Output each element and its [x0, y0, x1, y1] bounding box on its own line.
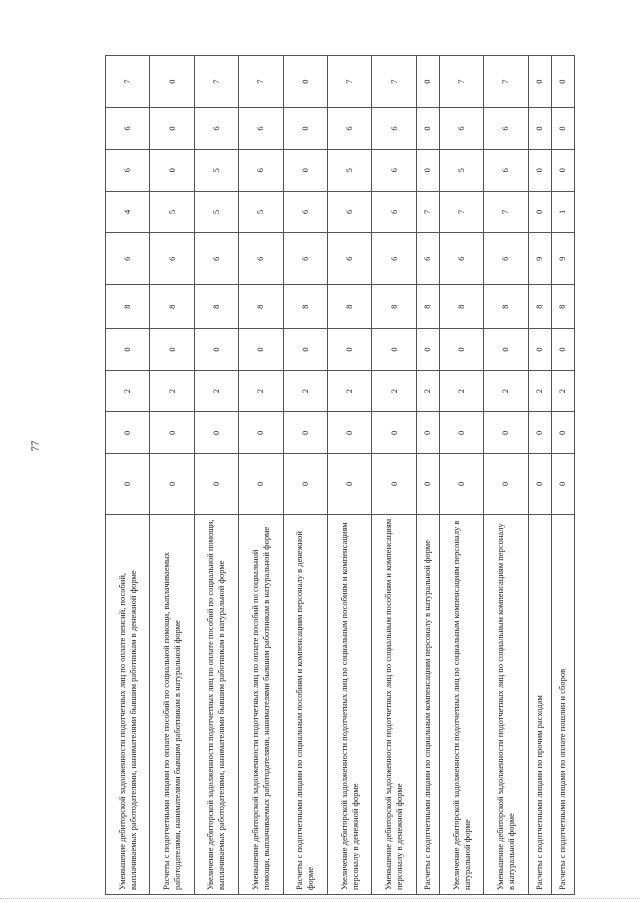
code-digit-8: 0 — [283, 149, 327, 191]
code-digit-1: 0 — [484, 454, 528, 514]
code-digit-4: 0 — [194, 329, 238, 371]
code-digit-8: 6 — [372, 149, 416, 191]
code-digit-6: 6 — [106, 233, 150, 285]
code-digit-6: 6 — [439, 233, 483, 285]
code-digit-8: 6 — [239, 149, 283, 191]
row-description: Уменьшение дебиторской задолженности подотчетных лиц по социальным пособиям и компенсациям персоналу в денежной форме — [372, 514, 416, 894]
code-digit-7: 7 — [484, 191, 528, 233]
code-digit-5: 8 — [484, 285, 528, 329]
row-description: Увеличение дебиторской задолженности подотчетных лиц по социальным компенсациям персоналу в натуральной форме — [439, 514, 483, 894]
code-digit-8: 0 — [416, 149, 439, 191]
table-container — [105, 55, 575, 895]
code-digit-6: 6 — [150, 233, 194, 285]
code-digit-7: 5 — [239, 191, 283, 233]
table-row — [551, 56, 574, 895]
code-digit-9: 0 — [528, 108, 551, 150]
code-digit-7: 5 — [194, 191, 238, 233]
code-digit-6: 6 — [327, 233, 371, 285]
code-digit-7: 7 — [416, 191, 439, 233]
table-row — [106, 56, 150, 895]
code-digit-8: 0 — [150, 149, 194, 191]
code-digit-4: 0 — [551, 329, 574, 371]
code-digit-6: 6 — [416, 233, 439, 285]
code-digit-9: 6 — [484, 108, 528, 150]
code-digit-8: 6 — [484, 149, 528, 191]
code-digit-4: 0 — [283, 329, 327, 371]
code-digit-3: 2 — [283, 370, 327, 412]
code-digit-7: 1 — [551, 191, 574, 233]
row-description: Расчеты с подотчетными лицами по социальным пособиям и компенсациям персоналу в денежной форме — [283, 514, 327, 894]
code-digit-10: 7 — [194, 56, 238, 108]
code-digit-4: 0 — [439, 329, 483, 371]
code-digit-10: 0 — [150, 56, 194, 108]
code-digit-4: 0 — [372, 329, 416, 371]
code-digit-1: 0 — [416, 454, 439, 514]
table-row — [439, 56, 483, 895]
code-digit-9: 6 — [194, 108, 238, 150]
table-row — [416, 56, 439, 895]
code-digit-4: 0 — [106, 329, 150, 371]
row-description: Увеличение дебиторской задолженности подотчетных лиц по социальным пособиям и компенсациям персоналу в денежной форме — [327, 514, 371, 894]
code-digit-1: 0 — [194, 454, 238, 514]
code-digit-10: 7 — [484, 56, 528, 108]
code-digit-1: 0 — [283, 454, 327, 514]
code-digit-2: 0 — [416, 412, 439, 454]
code-digit-3: 2 — [416, 370, 439, 412]
code-digit-5: 8 — [150, 285, 194, 329]
table-row — [528, 56, 551, 895]
code-digit-4: 0 — [150, 329, 194, 371]
row-description: Расчеты с подотчетными лицами по прочим расходам — [528, 514, 551, 894]
code-digit-6: 6 — [239, 233, 283, 285]
code-digit-2: 0 — [327, 412, 371, 454]
code-digit-5: 8 — [327, 285, 371, 329]
code-digit-3: 2 — [239, 370, 283, 412]
row-description: Увеличение дебиторской задолженности подотчетных лиц по оплате пособий по социальной помощи, выплачиваемых работодателями, нанимателями бывшим работникам в натуральной форме — [194, 514, 238, 894]
code-digit-7: 6 — [372, 191, 416, 233]
code-digit-6: 6 — [484, 233, 528, 285]
code-digit-5: 8 — [528, 285, 551, 329]
code-digit-1: 0 — [327, 454, 371, 514]
code-digit-2: 0 — [372, 412, 416, 454]
code-digit-8: 5 — [327, 149, 371, 191]
code-digit-2: 0 — [439, 412, 483, 454]
code-digit-5: 8 — [194, 285, 238, 329]
code-digit-6: 9 — [551, 233, 574, 285]
rotated-table — [105, 55, 575, 895]
code-digit-9: 0 — [283, 108, 327, 150]
code-digit-2: 0 — [239, 412, 283, 454]
code-digit-3: 2 — [372, 370, 416, 412]
code-digit-10: 0 — [283, 56, 327, 108]
page-number: 77 — [29, 440, 42, 452]
code-digit-5: 8 — [106, 285, 150, 329]
code-digit-4: 0 — [484, 329, 528, 371]
code-digit-6: 9 — [528, 233, 551, 285]
table-row — [283, 56, 327, 895]
code-digit-1: 0 — [150, 454, 194, 514]
code-digit-3: 2 — [439, 370, 483, 412]
code-digit-2: 0 — [528, 412, 551, 454]
code-digit-3: 2 — [551, 370, 574, 412]
code-digit-7: 4 — [106, 191, 150, 233]
table-row — [239, 56, 283, 895]
code-digit-2: 0 — [484, 412, 528, 454]
code-digit-5: 8 — [372, 285, 416, 329]
code-digit-5: 8 — [239, 285, 283, 329]
code-digit-3: 2 — [484, 370, 528, 412]
code-digit-3: 2 — [528, 370, 551, 412]
code-digit-5: 8 — [416, 285, 439, 329]
code-digit-10: 0 — [551, 56, 574, 108]
code-digit-9: 0 — [416, 108, 439, 150]
code-digit-9: 0 — [551, 108, 574, 150]
code-digit-4: 0 — [528, 329, 551, 371]
code-digit-2: 0 — [551, 412, 574, 454]
code-digit-1: 0 — [439, 454, 483, 514]
code-digit-3: 2 — [150, 370, 194, 412]
code-digit-7: 7 — [439, 191, 483, 233]
code-digit-10: 7 — [372, 56, 416, 108]
code-digit-6: 6 — [194, 233, 238, 285]
code-digit-10: 0 — [528, 56, 551, 108]
code-digit-8: 5 — [439, 149, 483, 191]
code-digit-2: 0 — [194, 412, 238, 454]
code-digit-9: 6 — [327, 108, 371, 150]
code-digit-8: 0 — [528, 149, 551, 191]
row-description: Уменьшение дебиторской задолженности подотчетных лиц по социальным компенсациям персоналу в натуральной форме — [484, 514, 528, 894]
code-digit-10: 7 — [439, 56, 483, 108]
code-digit-10: 7 — [327, 56, 371, 108]
code-digit-10: 7 — [106, 56, 150, 108]
code-digit-5: 8 — [439, 285, 483, 329]
table-row — [194, 56, 238, 895]
row-description: Расчеты с подотчетными лицами по социальным компенсациям персоналу в натуральной форме — [416, 514, 439, 894]
row-description: Уменьшение дебиторской задолженности подотчетных лиц по оплате пенсий, пособий, выплачиваемых работодателями, нанимателями бывшим работникам в денежной форме — [106, 514, 150, 894]
code-digit-7: 6 — [327, 191, 371, 233]
code-digit-7: 0 — [528, 191, 551, 233]
code-digit-1: 0 — [239, 454, 283, 514]
code-digit-9: 6 — [372, 108, 416, 150]
table-row — [327, 56, 371, 895]
code-digit-5: 8 — [551, 285, 574, 329]
code-digit-3: 2 — [106, 370, 150, 412]
code-digit-6: 6 — [283, 233, 327, 285]
code-digit-9: 0 — [150, 108, 194, 150]
code-digit-2: 0 — [150, 412, 194, 454]
code-digit-1: 0 — [551, 454, 574, 514]
code-digit-9: 6 — [106, 108, 150, 150]
code-digit-6: 6 — [372, 233, 416, 285]
code-digit-8: 0 — [551, 149, 574, 191]
row-description: Расчеты с подотчетными лицами по оплате пособий по социальной помощи, выплачиваемых работодателями, нанимателями бывшим работникам в натуральной форме — [150, 514, 194, 894]
code-digit-8: 5 — [194, 149, 238, 191]
table-body — [106, 56, 575, 895]
code-digit-10: 0 — [416, 56, 439, 108]
code-digit-10: 7 — [239, 56, 283, 108]
code-digit-2: 0 — [283, 412, 327, 454]
code-digit-5: 8 — [283, 285, 327, 329]
accounts-table — [105, 55, 575, 895]
code-digit-1: 0 — [106, 454, 150, 514]
code-digit-3: 2 — [194, 370, 238, 412]
code-digit-1: 0 — [372, 454, 416, 514]
code-digit-7: 5 — [150, 191, 194, 233]
code-digit-2: 0 — [106, 412, 150, 454]
code-digit-9: 6 — [439, 108, 483, 150]
code-digit-9: 6 — [239, 108, 283, 150]
code-digit-4: 0 — [239, 329, 283, 371]
code-digit-3: 2 — [327, 370, 371, 412]
row-description: Уменьшение дебиторской задолженности подотчетных лиц по оплате пособий по социальной помощи, выплачиваемых работодателями, нанимателями бывшим работникам в натуральной форме — [239, 514, 283, 894]
code-digit-8: 6 — [106, 149, 150, 191]
table-row — [484, 56, 528, 895]
table-row — [372, 56, 416, 895]
table-row — [150, 56, 194, 895]
row-description: Расчеты с подотчетными лицами по оплате пошлин и сборов — [551, 514, 574, 894]
code-digit-4: 0 — [416, 329, 439, 371]
page-bottom-rule — [0, 898, 640, 899]
code-digit-4: 0 — [327, 329, 371, 371]
code-digit-7: 6 — [283, 191, 327, 233]
code-digit-1: 0 — [528, 454, 551, 514]
